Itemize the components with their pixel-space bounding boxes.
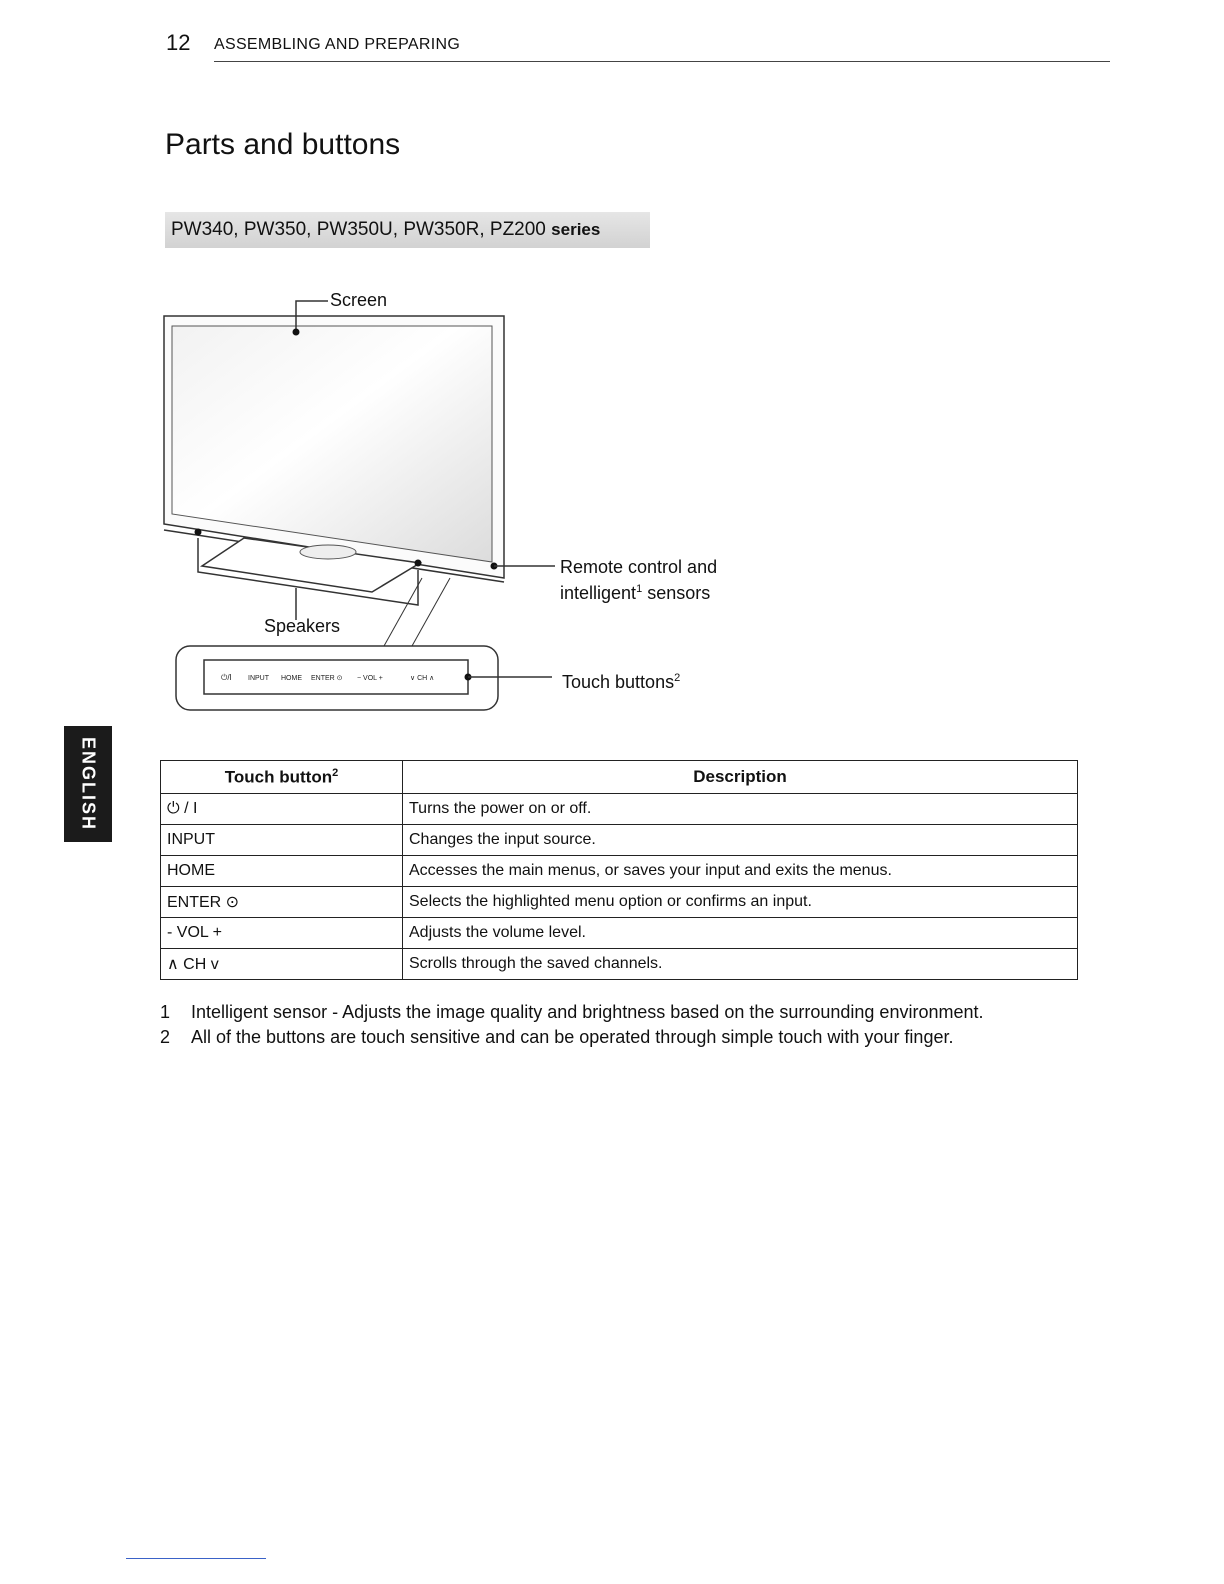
table-row [161,856,1078,887]
button-cell: ENTER ⊙ [161,887,403,918]
button-cell: ∧ CH v [161,949,403,980]
footnote-number: 1 [160,1002,171,1022]
panel-label-home: HOME [281,675,302,682]
label-touch-text: Touch buttons [562,672,675,692]
header-footnote-ref: 2 [332,766,339,779]
section-header: ASSEMBLING AND PREPARING [214,36,461,53]
footnote-number: 2 [160,1027,171,1047]
table-row [161,949,1078,980]
footnote [160,1002,1160,1023]
table-header-row [161,761,1078,794]
description-cell: Changes the input source. [403,825,1078,856]
screen-point [293,329,300,336]
speaker-point-left [195,529,202,536]
label-screen: Screen [330,290,388,310]
label-intelligent: intelligent [560,583,637,603]
series-suffix: series [551,220,601,239]
table-row [161,794,1078,825]
footnotes [160,1002,1160,1052]
header-description: Description [403,761,1078,794]
language-tab [64,726,112,842]
table-row [161,918,1078,949]
language-tab-label: ENGLISH [78,736,99,832]
label-touch-buttons [562,667,680,693]
tv-diagram [150,280,750,720]
panel-label-ch: ∨ CH ∧ [410,675,435,682]
panel-label-enter: ENTER ⊙ [311,675,343,682]
button-cell: ⏻ / I [161,794,403,825]
table-row [161,825,1078,856]
label-remote-line2 [560,578,717,604]
header-touch-button [161,761,403,794]
footnote-text: All of the buttons are touch sensitive and can be operated through simple touch with your finger. [191,1027,954,1047]
button-cell: - VOL + [161,918,403,949]
series-label [171,219,600,241]
footnote-ref-1: 1 [636,583,643,595]
header-touch-button-label: Touch button [224,767,333,787]
description-cell: Turns the power on or off. [403,794,1078,825]
touch-button-table [160,760,1078,980]
button-cell: HOME [161,856,403,887]
description-cell: Selects the highlighted menu option or confirms an input. [403,887,1078,918]
label-remote-line1: Remote control and [560,557,718,577]
description-cell: Adjusts the volume level. [403,918,1078,949]
footnote-ref-2: 2 [674,672,681,684]
table-row [161,887,1078,918]
bottom-rule [126,1558,266,1559]
footnote-text: Intelligent sensor - Adjusts the image quality and brightness based on the surrounding environment. [191,1002,984,1022]
button-cell: INPUT [161,825,403,856]
header-rule [214,61,1110,62]
page-number: 12 [166,30,191,55]
label-remote-sensor [560,556,717,604]
panel-label-input: INPUT [248,675,269,682]
label-sensors: sensors [647,583,711,603]
description-cell: Accesses the main menus, or saves your input and exits the menus. [403,856,1078,887]
panel-label-vol: − VOL + [357,675,383,682]
speaker-point-right [415,560,422,567]
description-cell: Scrolls through the saved channels. [403,949,1078,980]
series-models: PW340, PW350, PW350U, PW350R, PZ200 [171,219,546,240]
page-title: Parts and buttons [165,128,401,161]
footnote [160,1027,1160,1048]
label-speakers: Speakers [264,616,341,636]
panel-label-power: ⏻/I [221,673,232,682]
